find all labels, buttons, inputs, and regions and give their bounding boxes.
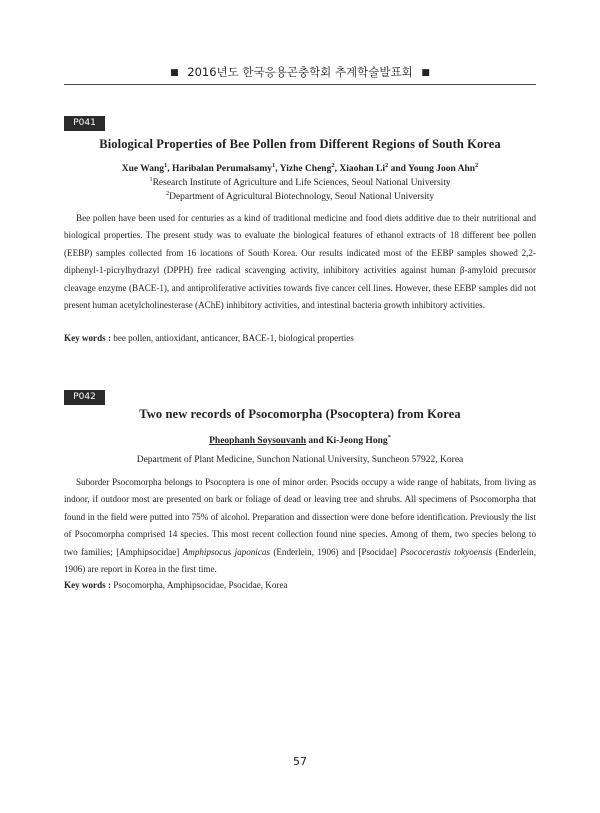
affil-text: Research Institute of Agriculture and Life Sciences, Seoul National University xyxy=(152,178,451,188)
author-affil-sup: 2 xyxy=(385,161,389,169)
affiliation-p042: Department of Plant Medicine, Sunchon National University, Suncheon 57922, Korea xyxy=(136,455,464,465)
author-affil-sup: 1 xyxy=(272,161,276,169)
author-separator: and xyxy=(388,164,408,174)
header-text: 2016년도 한국응용곤충학회 추계학술발표회 xyxy=(187,65,413,79)
paper-title-p042: Two new records of Psocomorpha (Psocoptera) from Korea xyxy=(139,407,461,421)
paper-title-p041: Biological Properties of Bee Pollen from Different Regions of South Korea xyxy=(99,137,501,151)
header-bullet-right: ■ xyxy=(421,68,430,78)
keywords-text: bee pollen, antioxidant, anticancer, BACE-1, biological properties xyxy=(113,333,354,343)
running-header xyxy=(64,64,536,80)
abstract-text: Suborder Psocomorpha belongs to Psocoptera is one of minor order. Psocids occupy a wide range of habitats, from living as indoor, if outdoor most are presented on bark or foliage of dead or leaving tree and shrubs. All specimens of Psocomorpha that found in the field were putted into 75% of alcohol. Preparation and dissection were done before identification. Previously the list of Psocomorpha comprised 14 species. This most recent collection found nine species. Among of them, two species belong to two families; [Amphipsocidae] xyxy=(64,477,536,557)
author-name: Young Joon Ahn xyxy=(407,164,476,174)
author-name: Xiaohan Li xyxy=(339,164,386,174)
author-affil-sup: 2 xyxy=(331,161,335,169)
keywords-label: Key words : xyxy=(64,580,111,590)
affil-sup: 2 xyxy=(165,189,170,197)
author-separator: and xyxy=(306,436,327,446)
author-name: Xue Wang xyxy=(121,164,165,174)
affil-text: Department of Agricultural Biotechnology, Seoul National University xyxy=(169,192,435,202)
abstract-text: (Enderlein, 1906) are report in Korea in the first time. xyxy=(64,546,536,575)
author-separator: , xyxy=(275,164,280,174)
author-separator: , xyxy=(167,164,173,174)
author-list-p042 xyxy=(64,433,536,446)
author-name: Yizhe Cheng xyxy=(279,164,332,174)
author-name: Ki-Jeong Hong xyxy=(326,436,388,446)
author-name: Haribalan Perumalsamy xyxy=(172,164,273,174)
paper-tag-p041: P041 xyxy=(64,116,105,131)
abstract-p042 xyxy=(64,474,536,578)
author-affil-sup: 1 xyxy=(164,161,168,169)
keywords-text: Psocomorpha, Amphipsocidae, Psocidae, Korea xyxy=(113,580,288,590)
affiliation-2-p041 xyxy=(64,189,536,202)
author-separator: , xyxy=(334,164,340,174)
page-number: 57 xyxy=(293,755,307,768)
affiliation-1-p041 xyxy=(64,175,536,188)
keywords-p042 xyxy=(64,580,536,590)
header-rule xyxy=(64,84,536,85)
affil-sup: 1 xyxy=(149,175,153,183)
species-name: Psococerastis tokyoensis xyxy=(400,546,492,557)
author-affil-sup: 2 xyxy=(475,161,479,169)
author-list-p041 xyxy=(64,161,536,174)
corresponding-mark: * xyxy=(387,433,391,441)
paper-tag-p042: P042 xyxy=(64,390,105,405)
presenting-author: Pheophanh Soysouvanh xyxy=(209,436,307,446)
header-bullet-left: ■ xyxy=(170,68,179,78)
keywords-label: Key words : xyxy=(64,333,111,343)
abstract-text: (Enderlein, 1906) and [Psocidae] xyxy=(273,546,397,557)
abstract-p041: Bee pollen have been used for centuries as a kind of traditional medicine and food diets additive due to their nutritional and biological properties. The present study was to evaluate the biological features of ethanol extracts of 18 different bee pollen (EEBP) samples collected from 16 locations of South Korea. Our results indicated most of the EEBP samples showed 2,2-diphenyl-1-picrylhydrazyl (DPPH) free radical scavenging activity, inhibitory activities against human β-amyloid precursor cleavage enzyme (BACE-1), and antiproliferative activities towards five cancer cell lines. However, these EEBP samples did not present human acetylcholinesterase (AChE) inhibitory activities, and intestinal bacteria growth inhibitory activities. xyxy=(64,213,536,311)
keywords-p041 xyxy=(64,333,536,343)
species-name: Amphipsocus japonicas xyxy=(182,546,270,557)
